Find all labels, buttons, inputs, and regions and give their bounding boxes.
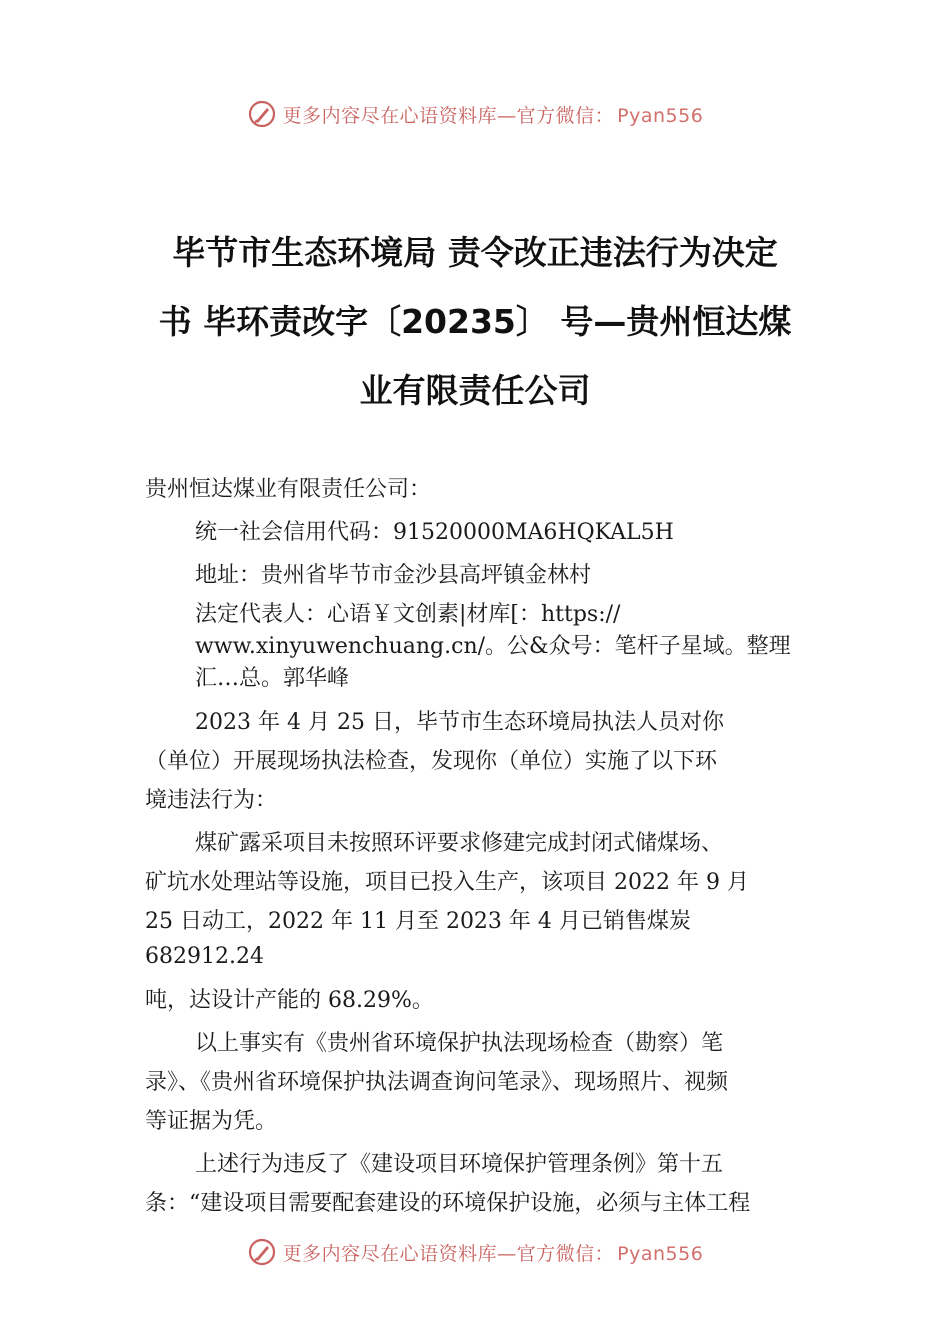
violation-line: 682912.24 <box>145 944 264 969</box>
evidence-paragraph <box>145 1024 825 1141</box>
legal-line: 上述行为违反了《建设项目环境保护管理条例》第十五 <box>195 1152 724 1177</box>
violation-line: 吨，达设计产能的 68.29%。 <box>145 988 434 1013</box>
quill-badge-icon <box>247 99 277 129</box>
quill-badge-icon <box>247 1237 277 1267</box>
legal-paragraph <box>145 1145 825 1223</box>
title-line: 书 毕环责改字〔20235〕 号—贵州恒达煤 <box>158 302 792 341</box>
addressee: 贵州恒达煤业有限责任公司： <box>145 477 432 502</box>
violation-paragraph <box>145 824 825 1020</box>
violation-line: 矿坑水处理站等设施，项目已投入生产，该项目 2022 年 9 月 <box>145 870 749 895</box>
inspection-paragraph <box>145 703 825 820</box>
violation-line: 25 日动工，2022 年 11 月至 2023 年 4 月已销售煤炭 <box>145 909 691 934</box>
evidence-line: 等证据为凭。 <box>145 1109 278 1134</box>
watermark-text <box>283 1239 704 1266</box>
document-body <box>145 470 825 1223</box>
inspection-line: 境违法行为： <box>145 788 278 813</box>
document-title <box>120 218 830 425</box>
inspection-line: （单位）开展现场执法检查，发现你（单位）实施了以下环 <box>145 749 718 774</box>
evidence-line: 以上事实有《贵州省环境保护执法现场检查（勘察）笔 <box>195 1031 724 1056</box>
credit-code: 统一社会信用代码：91520000MA6HQKAL5H <box>195 520 674 545</box>
evidence-line: 录》、《贵州省环境保护执法调查询问笔录》、现场照片、视频 <box>145 1070 729 1095</box>
inspection-line: 2023 年 4 月 25 日，毕节市生态环境局执法人员对你 <box>195 710 724 735</box>
representative-line: www.xinyuwenchuang.cn/。公&众号：笔杆子星域。整理 <box>195 634 791 659</box>
title-line: 业有限责任公司 <box>359 371 591 410</box>
watermark-text <box>283 101 704 128</box>
watermark-wechat-id: Pyan556 <box>617 1242 704 1265</box>
watermark-label: 更多内容尽在心语资料库—官方微信： <box>282 1242 615 1265</box>
watermark-banner-bottom <box>0 1232 950 1272</box>
title-line: 毕节市生态环境局 责令改正违法行为决定 <box>172 233 778 272</box>
representative-line: 汇…总。郭华峰 <box>195 666 350 691</box>
violation-line: 煤矿露采项目未按照环评要求修建完成封闭式储煤场、 <box>195 831 724 856</box>
watermark-wechat-id: Pyan556 <box>617 104 704 127</box>
representative-block <box>145 599 825 695</box>
address: 地址：贵州省毕节市金沙县高坪镇金林村 <box>195 563 592 588</box>
legal-line: 条：“建设项目需要配套建设的环境保护设施，必须与主体工程 <box>145 1191 751 1216</box>
watermark-label: 更多内容尽在心语资料库—官方微信： <box>282 104 615 127</box>
representative-line: 法定代表人：心语￥文创素|材库[：https:// <box>195 602 621 627</box>
watermark-banner-top <box>0 94 950 134</box>
